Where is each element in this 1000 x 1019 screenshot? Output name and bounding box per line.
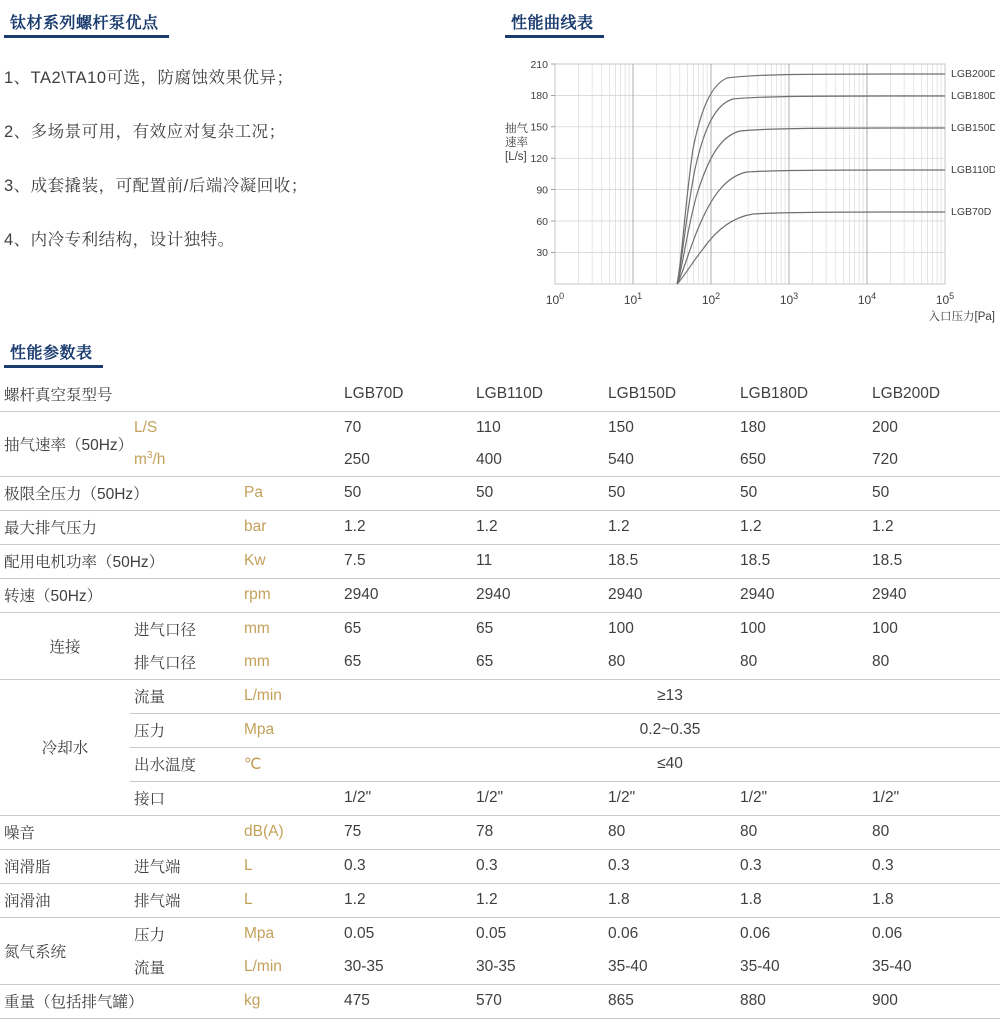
row-unit: Kw <box>240 545 340 579</box>
cell: 150 <box>604 412 736 445</box>
svg-text:LGB200D: LGB200D <box>951 68 995 80</box>
performance-curve-block <box>505 8 1000 324</box>
row-name: 冷却水 <box>0 680 130 816</box>
cell: 0.3 <box>868 850 1000 884</box>
row-name: 润滑脂 <box>0 850 130 884</box>
row-name: 连接 <box>0 613 130 680</box>
table-row <box>0 545 1000 579</box>
model-header-0: LGB70D <box>340 378 472 412</box>
svg-text:103: $10^3$ <box>779 291 799 307</box>
row-name: 配用电机功率（50Hz） <box>0 545 240 579</box>
cell: 65 <box>340 646 472 680</box>
list-item: 2、多场景可用，有效应对复杂工况； <box>4 123 286 141</box>
cell: 50 <box>736 477 868 511</box>
row-unit <box>240 782 340 816</box>
svg-text:101: $10^1$ <box>623 291 643 307</box>
row-name: 氮气系统 <box>0 918 130 985</box>
cell: 110 <box>472 412 604 445</box>
row-subname: 排气端 <box>130 884 240 918</box>
list-item: 3、成套撬装，可配置前/后端冷凝回收； <box>4 177 308 195</box>
row-unit: Pa <box>240 477 340 511</box>
params-title <box>4 338 103 368</box>
svg-text:105: $10^5$ <box>935 291 955 307</box>
model-header-2: LGB150D <box>604 378 736 412</box>
row-subname: 流量 <box>130 680 240 714</box>
advantages-list <box>4 64 464 250</box>
cell: 0.3 <box>340 850 472 884</box>
svg-text:LGB180D: LGB180D <box>951 90 995 102</box>
y-axis-line1: 抽气 <box>505 123 528 135</box>
model-header-3: LGB180D <box>736 378 868 412</box>
cell: 0.05 <box>340 918 472 952</box>
parameters-section <box>0 338 1000 1019</box>
cell: 65 <box>472 646 604 680</box>
cell: 475 <box>340 985 472 1019</box>
cell: 2940 <box>340 579 472 613</box>
table-header-row <box>0 378 1000 412</box>
svg-text:30: 30 <box>536 247 548 259</box>
cell: 18.5 <box>868 545 1000 579</box>
cell: 30-35 <box>472 951 604 985</box>
cell: 720 <box>868 444 1000 477</box>
cell: 50 <box>604 477 736 511</box>
row-subname: 接口 <box>130 782 240 816</box>
cell: 0.06 <box>604 918 736 952</box>
performance-chart <box>505 54 995 324</box>
cell: 1/2" <box>604 782 736 816</box>
cell: 1.2 <box>604 511 736 545</box>
table-row <box>0 680 1000 714</box>
row-unit: ℃ <box>240 748 340 782</box>
table-row <box>0 646 1000 680</box>
chart-y-axis-label <box>505 122 528 164</box>
row-subname: 进气口径 <box>130 613 240 647</box>
row-unit: bar <box>240 511 340 545</box>
cell-span: 0.2~0.35 <box>340 714 1000 748</box>
cell: 2940 <box>736 579 868 613</box>
cell: 18.5 <box>604 545 736 579</box>
row-unit: dB(A) <box>240 816 340 850</box>
svg-text:LGB70D: LGB70D <box>951 206 992 218</box>
svg-text:60: 60 <box>536 216 548 228</box>
title-underline <box>4 35 169 38</box>
list-item: 1、TA2\TA10可选，防腐蚀效果优异； <box>4 69 294 87</box>
y-axis-line3: [L/s] <box>505 151 527 163</box>
row-subname: 压力 <box>130 714 240 748</box>
svg-text:104: $10^4$ <box>857 291 877 307</box>
cell: 180 <box>736 412 868 445</box>
cell: 1/2" <box>472 782 604 816</box>
cell: 78 <box>472 816 604 850</box>
cell: 75 <box>340 816 472 850</box>
cell: 1/2" <box>340 782 472 816</box>
cell: 865 <box>604 985 736 1019</box>
row-name: 重量（包括排气罐） <box>0 985 240 1019</box>
y-axis-line2: 速率 <box>505 137 528 149</box>
cell: 1.2 <box>736 511 868 545</box>
table-row <box>0 985 1000 1019</box>
cell: 30-35 <box>340 951 472 985</box>
cell: 2940 <box>868 579 1000 613</box>
cell: 0.3 <box>736 850 868 884</box>
cell: 70 <box>340 412 472 445</box>
curve-title-text: 性能曲线表 <box>511 15 594 32</box>
table-row <box>0 816 1000 850</box>
cell: 100 <box>736 613 868 647</box>
cell: 1.8 <box>736 884 868 918</box>
row-unit: kg <box>240 985 340 1019</box>
row-name: 润滑油 <box>0 884 130 918</box>
cell: 1.2 <box>472 884 604 918</box>
row-unit: L/S <box>130 412 340 445</box>
cell: 65 <box>340 613 472 647</box>
params-title-text: 性能参数表 <box>10 345 93 362</box>
parameters-table <box>0 378 1000 1019</box>
table-row <box>0 579 1000 613</box>
cell: 1.2 <box>340 884 472 918</box>
row-unit: L/min <box>240 680 340 714</box>
table-row <box>0 782 1000 816</box>
cell: 0.06 <box>868 918 1000 952</box>
svg-text:120: 120 <box>530 153 548 165</box>
row-unit: L <box>240 884 340 918</box>
cell: 900 <box>868 985 1000 1019</box>
cell: 65 <box>472 613 604 647</box>
cell: 100 <box>604 613 736 647</box>
cell: 1.8 <box>604 884 736 918</box>
cell: 200 <box>868 412 1000 445</box>
cell-span: ≤40 <box>340 748 1000 782</box>
cell: 1/2" <box>868 782 1000 816</box>
table-row <box>0 748 1000 782</box>
cell: 2940 <box>604 579 736 613</box>
cell: 880 <box>736 985 868 1019</box>
cell: 50 <box>340 477 472 511</box>
cell: 50 <box>868 477 1000 511</box>
row-unit: L <box>240 850 340 884</box>
cell: 1.2 <box>868 511 1000 545</box>
cell: 400 <box>472 444 604 477</box>
svg-text:210: 210 <box>530 59 548 71</box>
cell: 100 <box>868 613 1000 647</box>
row-unit: L/min <box>240 951 340 985</box>
table-row <box>0 884 1000 918</box>
cell: 650 <box>736 444 868 477</box>
model-header-4: LGB200D <box>868 378 1000 412</box>
row-unit: rpm <box>240 579 340 613</box>
chart-svg <box>505 54 995 324</box>
svg-text:100: $10^0$ <box>545 291 565 307</box>
cell: 0.06 <box>736 918 868 952</box>
table-row <box>0 412 1000 445</box>
row-unit: Mpa <box>240 714 340 748</box>
advantages-title <box>4 8 169 38</box>
list-item: 4、内冷专利结构，设计独特。 <box>4 231 235 249</box>
cell: 0.3 <box>472 850 604 884</box>
cell: 250 <box>340 444 472 477</box>
cell: 80 <box>868 816 1000 850</box>
row-subname: 排气口径 <box>130 646 240 680</box>
model-header-1: LGB110D <box>472 378 604 412</box>
cell-span: ≥13 <box>340 680 1000 714</box>
table-row <box>0 613 1000 647</box>
row-unit: $m^3/h$ <box>130 444 340 477</box>
models-header: 螺杆真空泵型号 <box>0 378 340 412</box>
table-row <box>0 511 1000 545</box>
svg-text:90: 90 <box>536 184 548 197</box>
cell: 1/2" <box>736 782 868 816</box>
title-underline <box>505 35 604 38</box>
cell: 80 <box>604 816 736 850</box>
table-row <box>0 477 1000 511</box>
cell: 0.05 <box>472 918 604 952</box>
cell: 50 <box>472 477 604 511</box>
title-underline <box>4 365 103 368</box>
row-name: 转速（50Hz） <box>0 579 240 613</box>
chart-x-axis-label: 入口压力[Pa] <box>928 311 995 323</box>
table-row <box>0 918 1000 952</box>
row-subname: 进气端 <box>130 850 240 884</box>
table-row <box>0 714 1000 748</box>
svg-text:LGB150D: LGB150D <box>951 122 995 134</box>
cell: 0.3 <box>604 850 736 884</box>
cell: 2940 <box>472 579 604 613</box>
row-name: 抽气速率（50Hz） <box>0 412 130 477</box>
advantages-title-text: 钛材系列螺杆泵优点 <box>10 15 159 32</box>
cell: 80 <box>868 646 1000 680</box>
row-name: 最大排气压力 <box>0 511 240 545</box>
cell: 570 <box>472 985 604 1019</box>
svg-text:LGB110D: LGB110D <box>951 164 995 176</box>
table-row <box>0 850 1000 884</box>
row-name: 极限全压力（50Hz） <box>0 477 240 511</box>
cell: 11 <box>472 545 604 579</box>
svg-text:102: $10^2$ <box>701 291 721 307</box>
cell: 7.5 <box>340 545 472 579</box>
cell: 1.2 <box>472 511 604 545</box>
row-subname: 出水温度 <box>130 748 240 782</box>
table-row <box>0 444 1000 477</box>
cell: 1.2 <box>340 511 472 545</box>
cell: 35-40 <box>868 951 1000 985</box>
svg-text:150: 150 <box>530 121 548 134</box>
table-row <box>0 951 1000 985</box>
top-section <box>0 0 1000 330</box>
row-unit: mm <box>240 613 340 647</box>
cell: 80 <box>604 646 736 680</box>
cell: 18.5 <box>736 545 868 579</box>
curve-title <box>505 8 604 38</box>
cell: 35-40 <box>736 951 868 985</box>
cell: 80 <box>736 646 868 680</box>
svg-text:180: 180 <box>530 90 548 102</box>
advantages-block <box>4 8 464 280</box>
row-unit: mm <box>240 646 340 680</box>
cell: 540 <box>604 444 736 477</box>
row-subname: 压力 <box>130 918 240 952</box>
cell: 35-40 <box>604 951 736 985</box>
row-unit: Mpa <box>240 918 340 952</box>
row-subname: 流量 <box>130 951 240 985</box>
row-name: 噪音 <box>0 816 240 850</box>
cell: 80 <box>736 816 868 850</box>
cell: 1.8 <box>868 884 1000 918</box>
